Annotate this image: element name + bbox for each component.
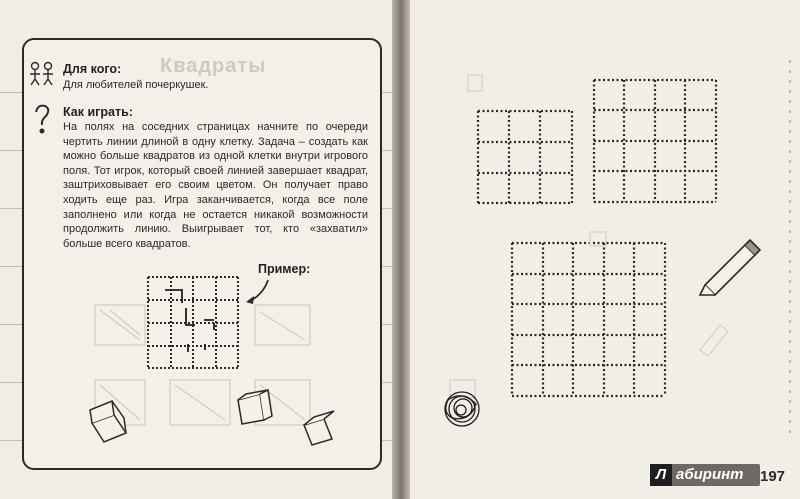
example-grid — [148, 277, 238, 368]
faint-hatching — [95, 305, 310, 425]
grid-small-3x3 — [478, 111, 572, 203]
section-text-how-to-play: На полях на соседних страницах начните по очереди чертить линии длиной в одну клетку. Задача – создать как можно больше квадратов из одной клетки внутри игрового поля. Тот игрок, который своей линией завершает квадрат, заштриховывает его своим цветом. Он получает право ходить еще раз. Игра заканчивается, когда все поле заполнено или когда не остается никакой возможности продолжить линию. Выигрывает тот, кто «захватил» больше всего квадратов. — [63, 121, 368, 250]
watermark-text: абиринт — [676, 466, 744, 483]
pencil-icon — [700, 240, 760, 295]
dice-drawings — [90, 390, 334, 445]
grid-medium-4x4 — [594, 80, 716, 202]
ghost-title: Квадраты — [160, 55, 267, 77]
watermark-letter: Л — [650, 464, 672, 486]
example-label: Пример: — [258, 262, 311, 276]
two-people-icon — [30, 63, 53, 86]
page-number: 197 — [760, 468, 786, 485]
section-heading-how-to-play: Как играть: — [63, 105, 133, 119]
faint-doodles — [450, 75, 728, 398]
section-text-audience: Для любителей почеркушек. — [63, 79, 209, 91]
section-heading-audience: Для кого: — [63, 62, 122, 76]
scribble-ball — [445, 392, 479, 426]
grid-large-5x5 — [512, 243, 665, 396]
watermark — [650, 464, 760, 486]
question-mark-icon — [36, 106, 48, 133]
